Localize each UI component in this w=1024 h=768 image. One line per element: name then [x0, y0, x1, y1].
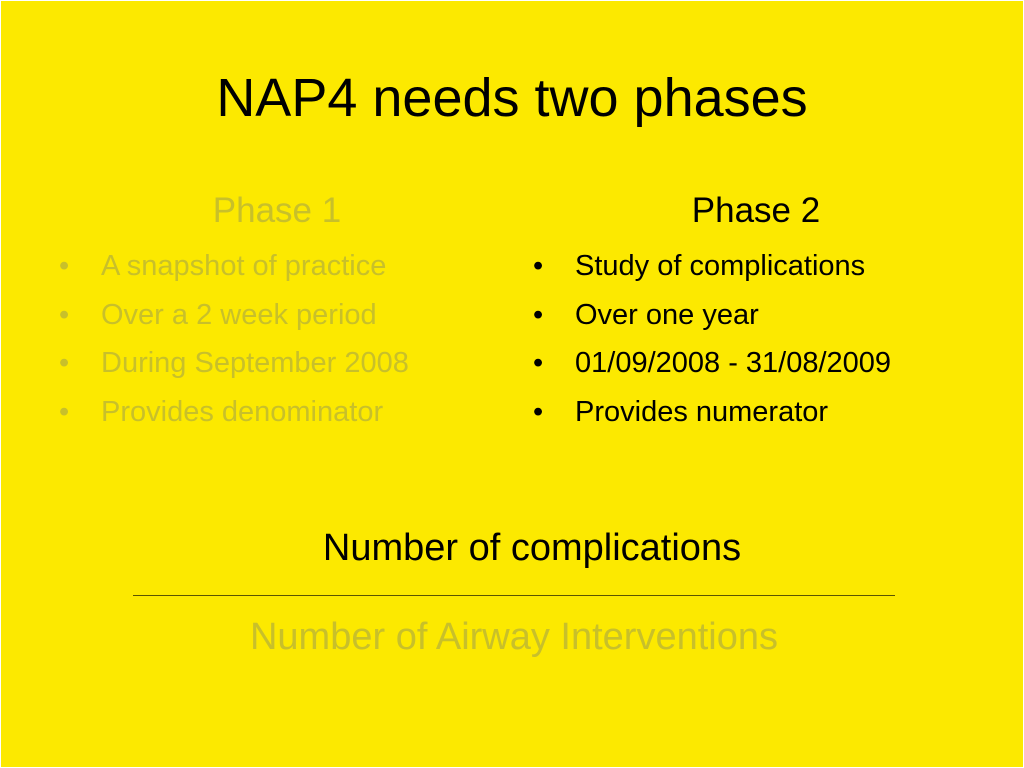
bullet-icon: • [59, 395, 70, 428]
bullet-icon: • [533, 395, 544, 428]
slide [1, 1, 1023, 767]
list-item [59, 339, 499, 388]
list-item-text: 01/09/2008 - 31/08/2009 [575, 347, 892, 379]
fraction-divider [133, 595, 895, 596]
list-item-text: Provides denominator [101, 395, 384, 428]
list-item [533, 242, 1003, 291]
list-item [59, 388, 499, 437]
fraction-numerator: Number of complications [322, 527, 742, 569]
slide-title: NAP4 needs two phases [216, 68, 808, 128]
list-item [59, 291, 499, 340]
fraction-denominator: Number of Airway Interventions [249, 616, 778, 658]
phase-2-column [533, 189, 1003, 436]
phase-1-column [59, 189, 499, 436]
bullet-icon: • [533, 347, 544, 379]
bullet-icon: • [533, 298, 544, 331]
list-item-text: A snapshot of practice [101, 250, 387, 282]
list-item-text: Over a 2 week period [101, 298, 377, 331]
bullet-icon: • [533, 250, 544, 282]
list-item-text: Provides numerator [575, 395, 829, 428]
phase-2-list [533, 242, 1003, 436]
list-item [59, 242, 499, 291]
bullet-icon: • [59, 250, 70, 282]
phase-2-heading: Phase 2 [691, 191, 821, 230]
list-item-text: Over one year [575, 298, 759, 331]
bullet-icon: • [59, 347, 70, 379]
list-item [533, 388, 1003, 437]
list-item-text: During September 2008 [101, 347, 409, 379]
phase-1-list [59, 242, 499, 436]
bullet-icon: • [59, 298, 70, 331]
list-item [533, 339, 1003, 388]
list-item [533, 291, 1003, 340]
list-item-text: Study of complications [575, 250, 866, 282]
phase-1-heading: Phase 1 [212, 191, 342, 230]
